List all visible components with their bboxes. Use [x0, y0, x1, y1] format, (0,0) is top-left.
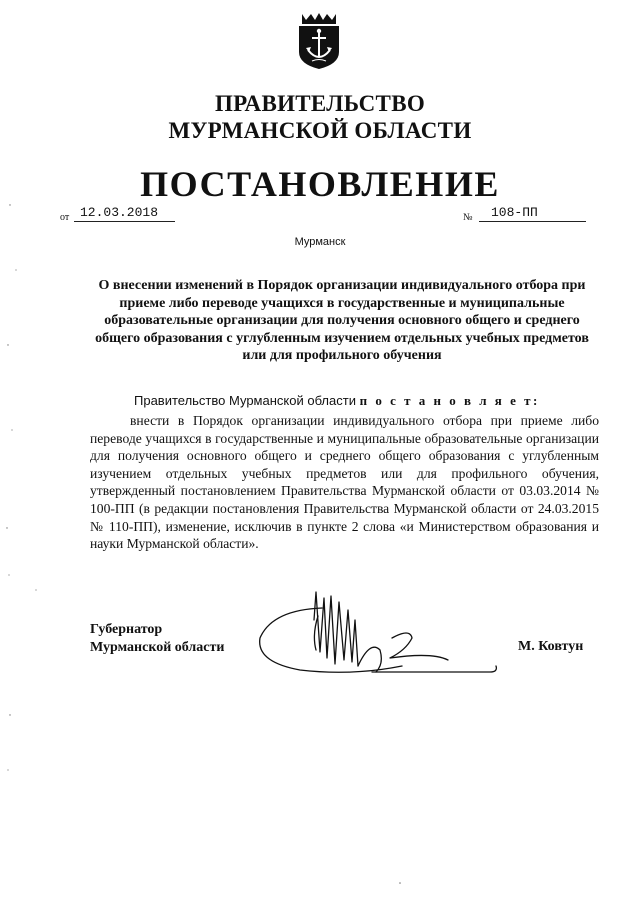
signatory-name: М. Ковтун: [518, 639, 584, 654]
resolution-paragraph: внести в Порядок организации индивидуального отбора при приеме либо переводе учащихся в государственные и муниципальные образовательные организации для получения основного общего и среднего общего образования с углубленным изучением отдельных учебных предметов или для профильного обучения, утвержденный постановлением Правительства Мурманской области от 03.03.2014 № 100-ПП (в редакции постановления Правительства Мурманской области от 24.03.2015 № 110-ПП), изменение, исключив в пункте 2 слова «и Министерством образования и науки Мурманской области».: [90, 413, 599, 552]
government-name-line1: ПРАВИТЕЛЬСТВО: [214, 91, 426, 116]
date-prefix: от: [60, 212, 70, 223]
handwritten-signature-icon: [252, 580, 502, 690]
signatory-position-line1: Губернатор: [90, 622, 163, 637]
preamble-text: Правительство Мурманской области: [134, 393, 356, 408]
city-name: Мурманск: [294, 236, 346, 248]
number-prefix: №: [463, 212, 473, 223]
government-name-line2: МУРМАНСКОЙ ОБЛАСТИ: [168, 118, 472, 143]
resolves-word: п о с т а н о в л я е т:: [359, 393, 540, 408]
preamble: [134, 393, 540, 409]
signatory-position: [90, 621, 224, 657]
document-date: 12.03.2018: [74, 205, 175, 222]
document-title: О внесении изменений в Порядок организации индивидуального отбора при приеме либо переводе учащихся в государственные и муниципальные образовательные организации для получения основного общего и среднего общего образования с углубленным изучением отдельных учебных предметов или для профильного обучения: [95, 278, 589, 363]
document-type-heading: ПОСТАНОВЛЕНИЕ: [140, 164, 500, 204]
murmansk-coat-of-arms-icon: [296, 12, 342, 70]
signatory-position-line2: Мурманской области: [90, 640, 225, 655]
document-number: 108-ПП: [479, 205, 586, 222]
